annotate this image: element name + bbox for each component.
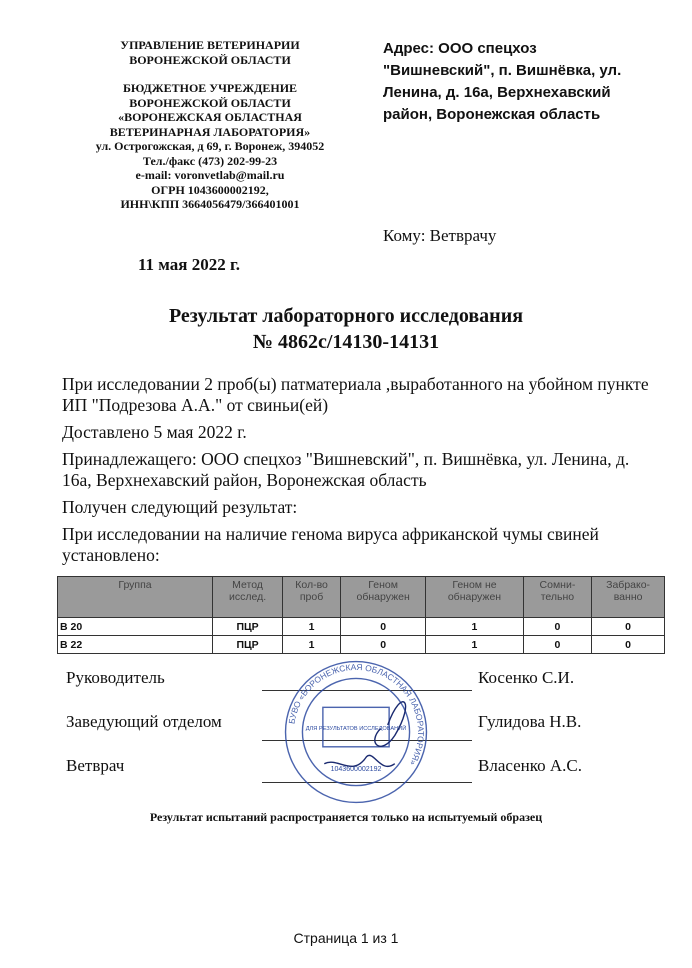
header-line: «ВОРОНЕЖСКАЯ ОБЛАСТНАЯ <box>118 110 302 124</box>
cell: 0 <box>523 636 592 654</box>
signature-role: Заведующий отделом <box>66 712 222 731</box>
col-header: Кол-во проб <box>283 577 341 618</box>
document-number: № 4862с/14130-14131 <box>252 331 440 353</box>
cell: 0 <box>592 636 665 654</box>
header-line: Тел./факс (473) 202-99-23 <box>142 153 278 168</box>
header-line: ОГРН 1043600002192, <box>151 182 269 197</box>
header-line: УПРАВЛЕНИЕ ВЕТЕРИНАРИИ <box>120 38 300 52</box>
header-line: ВОРОНЕЖСКОЙ ОБЛАСТИ <box>129 52 291 67</box>
signature-role: Руководитель <box>66 668 165 687</box>
cell: 0 <box>341 636 426 654</box>
recipient-address: Адрес: ООО спецхоз "Вишневский", п. Вишнёвка, ул. Ленина, д. 16а, Верхнехавский район, Воронежская область <box>383 40 622 123</box>
signature-name: Косенко С.И. <box>478 668 575 687</box>
body-paragraph: Принадлежащего: ООО спецхоз "Вишневский", п. Вишнёвка, ул. Ленина, д. 16а, Верхнехавский район, Воронежская область <box>62 449 630 490</box>
body-paragraph: При исследовании 2 проб(ы) патматериала ,выработанного на убойном пункте ИП "Подрезова А.А." от свиньи(ей) <box>62 374 649 415</box>
col-header: Забрако-ванно <box>592 577 665 618</box>
body-paragraph: При исследовании на наличие генома вируса африканской чумы свиней установлено: <box>62 524 599 565</box>
col-header: Геном обнаружен <box>341 577 426 618</box>
recipient: Кому: Ветврачу <box>383 226 497 245</box>
svg-text:1043600002192: 1043600002192 <box>330 765 382 773</box>
cell: 1 <box>283 636 341 654</box>
document-title <box>0 303 692 355</box>
header-line: ИНН\КПП 3664056479/366401001 <box>120 197 300 211</box>
col-header: Метод исслед. <box>213 577 283 618</box>
signature-name: Гулидова Н.В. <box>478 712 582 731</box>
header-line: БЮДЖЕТНОЕ УЧРЕЖДЕНИЕ <box>122 81 298 95</box>
results-table <box>57 576 665 654</box>
body-paragraph: Доставлено 5 мая 2022 г. <box>62 422 247 442</box>
header-line: ул. Острогожская, д 69, г. Воронеж, 394052 <box>95 139 325 153</box>
table-row <box>58 636 665 654</box>
cell: ПЦР <box>213 636 283 654</box>
header-line: ВОРОНЕЖСКОЙ ОБЛАСТИ <box>129 95 291 110</box>
organization-header <box>60 38 360 212</box>
body-paragraph: Получен следующий результат: <box>62 497 298 517</box>
table-row <box>58 618 665 636</box>
cell: ПЦР <box>213 618 283 636</box>
official-stamp <box>282 658 430 806</box>
title-line: Результат лабораторного исследования <box>168 305 524 327</box>
svg-text:БУВО «ВОРОНЕЖСКАЯ ОБЛАСТНАЯ ЛА: БУВО «ВОРОНЕЖСКАЯ ОБЛАСТНАЯ ЛАБОРАТОРИЯ» <box>286 661 427 768</box>
cell: 0 <box>341 618 426 636</box>
header-line: e-mail: voronvetlab@mail.ru <box>135 168 285 182</box>
col-header: Группа <box>58 577 213 618</box>
cell: В 20 <box>58 618 213 636</box>
cell: В 22 <box>58 636 213 654</box>
footer-note: Результат испытаний распространяется только на испытуемый образец <box>149 810 543 824</box>
cell: 0 <box>523 618 592 636</box>
cell: 0 <box>592 618 665 636</box>
signature-name: Власенко А.С. <box>478 756 583 775</box>
document-date: 11 мая 2022 г. <box>138 255 241 274</box>
col-header: Сомни-тельно <box>523 577 592 618</box>
document-body <box>62 374 662 566</box>
signature-scribble <box>324 702 405 767</box>
cell: 1 <box>283 618 341 636</box>
cell: 1 <box>426 618 523 636</box>
table-header-row <box>58 577 665 618</box>
header-line: ВЕТЕРИНАРНАЯ ЛАБОРАТОРИЯ» <box>109 124 311 139</box>
cell: 1 <box>426 636 523 654</box>
svg-text:ДЛЯ РЕЗУЛЬТАТОВ ИССЛЕДОВАНИЙ: ДЛЯ РЕЗУЛЬТАТОВ ИССЛЕДОВАНИЙ <box>305 725 407 732</box>
col-header: Геном не обнаружен <box>426 577 523 618</box>
signature-role: Ветврач <box>66 756 125 775</box>
page-number: Страница 1 из 1 <box>293 930 399 946</box>
